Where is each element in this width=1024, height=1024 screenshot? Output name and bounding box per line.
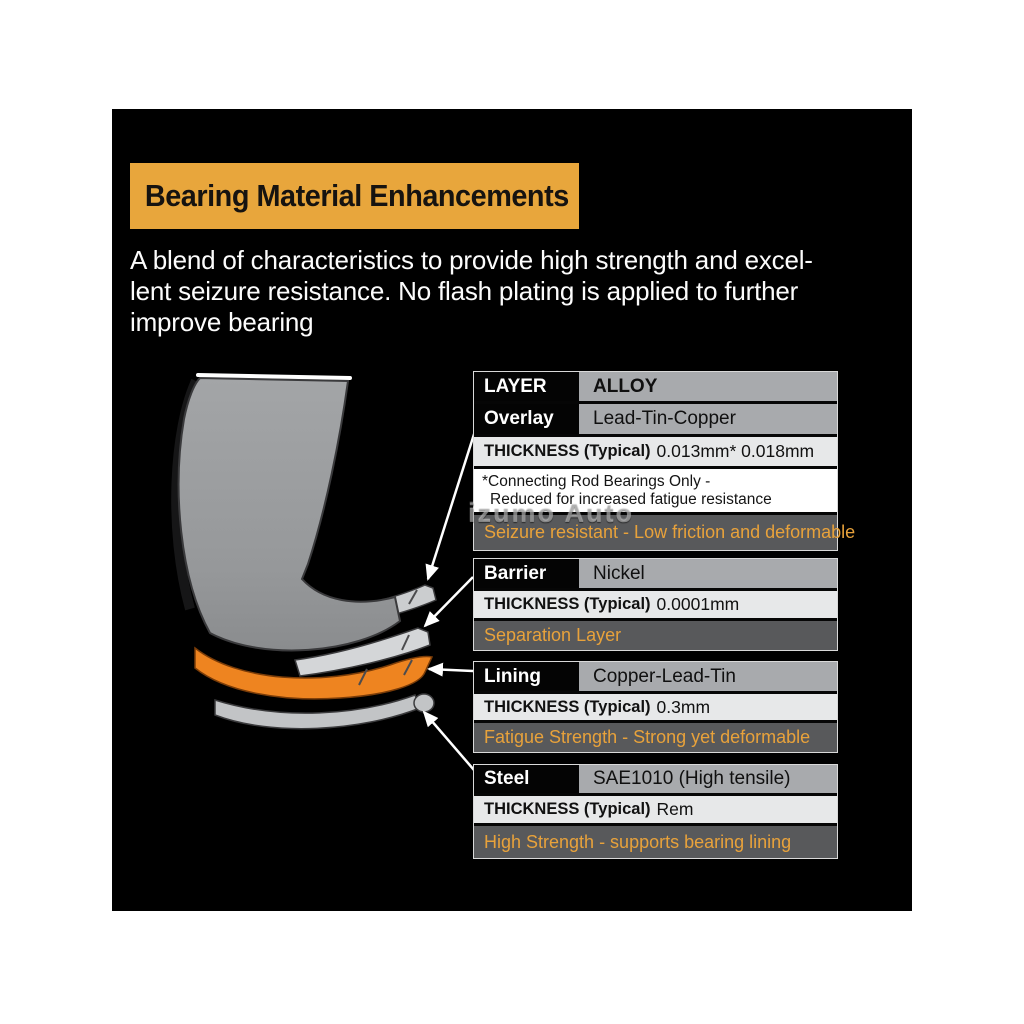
thickness-value: 0.013mm* 0.018mm (656, 441, 815, 461)
infographic-canvas (112, 109, 912, 911)
thickness-label: THICKNESS (Typical) (484, 697, 651, 716)
steel-thickness-row (474, 796, 837, 823)
table-group-barrier (473, 558, 838, 651)
footnote-line-1: *Connecting Rod Bearings Only - (482, 472, 711, 490)
bearing-shell (179, 378, 400, 650)
steel-property-row: High Strength - supports bearing lining (474, 826, 837, 858)
barrier-alloy-cell: Nickel (579, 559, 837, 588)
steel-layer-shape (215, 695, 420, 729)
lining-property-row: Fatigue Strength - Strong yet deformable (474, 723, 837, 752)
overlay-thickness-row (474, 437, 837, 466)
arrow-overlay (428, 428, 476, 579)
intro-line-3: improve bearing (130, 307, 314, 337)
table-group-lining (473, 661, 838, 753)
overlay-name-cell: Overlay (474, 404, 579, 434)
thickness-label: THICKNESS (Typical) (484, 595, 651, 613)
page-title: Bearing Material Enhancements (144, 178, 569, 213)
lining-name-cell: Lining (474, 662, 579, 691)
spec-table (473, 371, 856, 859)
barrier-property-row: Separation Layer (474, 621, 837, 650)
thickness-label: THICKNESS (Typical) (484, 442, 651, 460)
arrow-lining (429, 669, 473, 671)
table-group-overlay (473, 371, 856, 551)
intro-line-2: lent seizure resistance. No flash plating is applied to further (130, 276, 799, 306)
arrow-steel (424, 712, 474, 770)
header-alloy-cell: ALLOY (579, 372, 837, 401)
overlay-alloy-cell: Lead-Tin-Copper (579, 404, 837, 434)
thickness-value: 0.3mm (656, 696, 711, 717)
steel-layer-end (414, 694, 434, 712)
overlay-property-row: Seizure resistant - Low friction and deformable (474, 515, 837, 550)
barrier-thickness-row (474, 591, 837, 618)
intro-line-1: A blend of characteristics to provide high strength and excel- (130, 245, 813, 275)
thickness-label: THICKNESS (Typical) (484, 800, 651, 818)
table-group-steel (473, 764, 838, 859)
overlay-footnote-row (474, 469, 837, 512)
thickness-value: Rem (656, 799, 694, 819)
barrier-name-cell: Barrier (474, 559, 579, 588)
lining-alloy-cell: Copper-Lead-Tin (579, 662, 837, 691)
lining-thickness-row (474, 694, 837, 720)
footnote-line-2: Reduced for increased fatigue resistance (490, 490, 772, 508)
thickness-value: 0.0001mm (656, 594, 740, 614)
steel-alloy-cell: SAE1010 (High tensile) (579, 765, 837, 793)
watermark: izumo Auto (468, 498, 634, 528)
header-layer-cell: LAYER (474, 372, 579, 401)
steel-name-cell: Steel (474, 765, 579, 793)
